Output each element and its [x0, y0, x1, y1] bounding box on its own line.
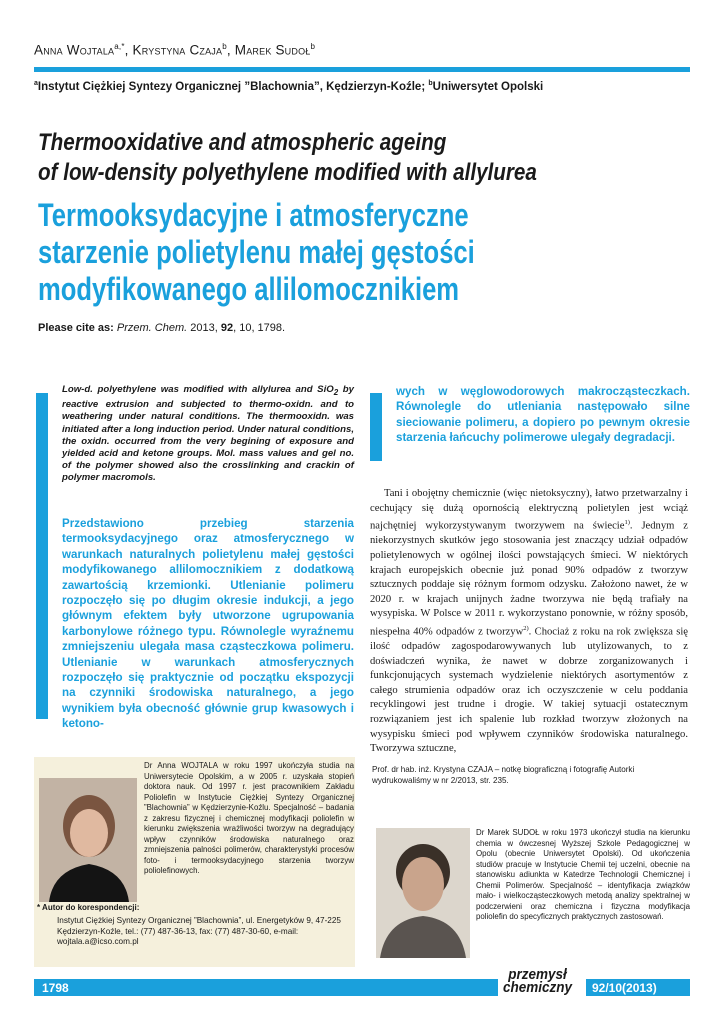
affil-a-text: Instytut Ciężkiej Syntezy Organicznej ”Blachownia”, Kędzierzyn-Koźle; [37, 80, 429, 93]
abstract-polish-continued: wych w węglowodorowych makrocząsteczkach. Równolegle do utleniania następowało silne sieciowanie polimeru, a dopiero po pewnym okresie starzenia łańcuchy polimerowe ulegały degradacji. [396, 385, 690, 445]
authors-line [34, 42, 315, 58]
page-number: 1798 [42, 981, 69, 995]
title-polish-line1: Termooksydacyjne i atmosferyczne [38, 197, 469, 233]
correspondence-title: * Autor do korespondencji: [37, 903, 140, 912]
citation-rest: , 10, 1798. [233, 322, 286, 334]
author-wojtala-affil: a,* [114, 42, 125, 51]
abstract-polish: Przedstawiono przebieg starzenia termooksydacyjnego oraz atmosferycznego w warunkach naturalnych polietylenu małej gęstości modyfikowanego allilomocznikiem z dodatkową zawartością krzemionki. Utlenianie polimeru rozpoczęło się po długim okresie indukcji, a jego głównym efektem były utworzone ugrupowania karbonylowe różnego typu. Równolegle wyraźnemu zmniejszeniu ulegała masa cząsteczkowa polimeru. Utlenianie w warunkach atmosferycznych rozpoczęło się praktycznie od początku ekspozycji na czynniki środowiska naturalnego, a jego wynikiem była obecność głównie grup kwasowych i ketono- [62, 517, 354, 731]
journal-logo-line2: chemiczny [503, 979, 573, 996]
author-separator: , [226, 42, 235, 58]
author-separator: , [124, 42, 133, 58]
title-english [38, 128, 588, 188]
body-text-3: . Chociaż z roku na rok zwiększa się ilość odpadów zagospodarowywanych lub utylizowanych, to z doświadczeń wynika, że nawet w dobrze zorganizowanych i funkcjonujących systemach wydzielenie niektórych asortymentów z całego strumienia odpadów oraz ich oczyszczenie w celu poddania recyklingowi jest trudne i drogie. W takiej sytuacji ostatecznym rozwiązaniem jest ich spalenie lub rozkład tworzyw złożonych na wysypisku śmieci pod wpływem czynników środowiska naturalnego. Tworzywa sztuczne, [370, 626, 688, 755]
affiliations [34, 80, 543, 93]
title-english-line2: of low-density polyethylene modified with allylurea [38, 159, 537, 186]
bio-sudol: Dr Marek SUDOŁ w roku 1973 ukończył studia na kierunku chemia w ówczesnej Wyższej Szkole Pedagogicznej w Opolu (obecnie Uniwersytet Opolski). Od ukończenia studiów pracuje w Instytucie Chemii tej uczelni, obecnie na stanowisku adiunkta w Katedrze Technologii Chemicznej i Chemii Polimerów. Specjalność – identyfikacja związków mało- i wielkocząsteczkowych metodą analizy spektralnej w podczerwieni oraz chemiczna i fizyczna modyfikacja poliolefin do specyficznych praktycznych zastosowań. [476, 828, 690, 921]
abstract-english-part2: by reactive extrusion and subjected to thermo-oxidn. and to weathering under natural conditions. The thermooxidn. was initiated after a long induction period. Under natural conditions, the oxidn. occurred from the very begining of exposure and yielded acid and ketone groups. Mol. mass values and gel no. of the polymer showed also the crosslinking and crackin of polymer macromols. [62, 384, 354, 484]
abstract-english [62, 384, 354, 485]
abstract-english-subscript: 2 [333, 387, 339, 397]
journal-logo [503, 968, 572, 994]
journal-logo-line1: przemysł [508, 966, 567, 983]
author-sudol: Marek Sudoł [234, 42, 311, 58]
reference-1: 1) [624, 519, 630, 527]
title-polish [38, 197, 598, 308]
title-english-line1: Thermooxidative and atmospheric ageing [38, 129, 447, 156]
author-photo-wojtala [39, 778, 137, 902]
body-text-2: . Jednym z niekorzystnych skutków jego stosowania jest znaczący udział odpadów polietylenowych w ogólnej ilości powstających śmieci. W niektórych krajach europejskich obecnie już ponad 90% odpadów z tworzyw sztucznych poddaje się różnym formom odzysku. Założono nawet, że w 2020 r. w krajach unijnych żadne tworzywa nie będą trafiały na wysypiska. W Polsce w 2011 r. wykorzystano ponownie, w różny sposób, niespełna 40% odpadów z tworzyw [370, 520, 688, 638]
citation [38, 322, 285, 334]
author-wojtala: Anna Wojtala [34, 42, 115, 58]
author-czaja-affil: b [222, 42, 227, 51]
body-text-1: Tani i obojętny chemicznie (więc nietoksyczny), łatwo przetwarzalny i cechujący się dużą opornością elektryczną polietylen jest wciąż najchętniej wykorzystywanym tworzywem na świecie [370, 488, 688, 532]
abstract-accent-bar [36, 393, 48, 719]
header-rule [34, 67, 690, 72]
affil-a-marker: a [34, 80, 38, 87]
abstract-english-part1: Low-d. polyethylene was modified with allylurea and SiO [62, 384, 334, 395]
reference-2: 2) [523, 624, 529, 632]
author-photo-sudol [376, 828, 470, 958]
citation-journal: Przem. Chem. [116, 322, 188, 334]
affil-b-text: Uniwersytet Opolski [432, 80, 544, 93]
bio-czaja: Prof. dr hab. inż. Krystyna CZAJA – notkę biograficzną i fotografię Autorki wydrukowaliśmy w nr 2/2013, str. 235. [372, 765, 635, 785]
title-polish-line2: starzenie polietylenu małej gęstości [38, 234, 475, 270]
title-polish-line3: modyfikowanego allilomocznikiem [38, 271, 460, 307]
citation-colon: : [110, 322, 117, 334]
citation-volume: 92 [220, 322, 234, 334]
author-czaja: Krystyna Czaja [132, 42, 223, 58]
issue-number: 92/10(2013) [592, 981, 657, 995]
citation-year: 2013, [187, 322, 221, 334]
citation-label: Please cite as [38, 322, 111, 334]
bio-wojtala: Dr Anna WOJTALA w roku 1997 ukończyła studia na Uniwersytecie Opolskim, a w 2005 r. uzyskała stopień doktora nauk. Od 1997 r. jest pracownikiem Zakładu Poliolefin w Instytucie Ciężkiej Syntezy Organicznej ”Blachownia” w Kędzierzynie-Koźlu. Specjalność – badania z zakresu fizycznej i chemicznej modyfikacji poliolefin w kierunku zwiększenia wrażliwości tworzyw na degradujący wpływ czynników środowiska naturalnego oraz zmniejszenia palności polimerów, charakterystyki procesów foto- i termooksydacyjnego starzenia tworzyw poliolefinowych. [144, 761, 354, 875]
affil-b-marker: b [428, 80, 433, 87]
body-paragraph [370, 487, 688, 757]
author-sudol-affil: b [310, 42, 316, 51]
abstract-continued-accent-bar [370, 393, 382, 461]
correspondence-address: Instytut Ciężkiej Syntezy Organicznej ”Blachownia”, ul. Energetyków 9, 47-225 Kędzierzyn-Koźle, tel.: (77) 487-36-13, fax: (77) 487-30-60, e-mail: wojtala.a@icso.com.pl [57, 916, 341, 946]
